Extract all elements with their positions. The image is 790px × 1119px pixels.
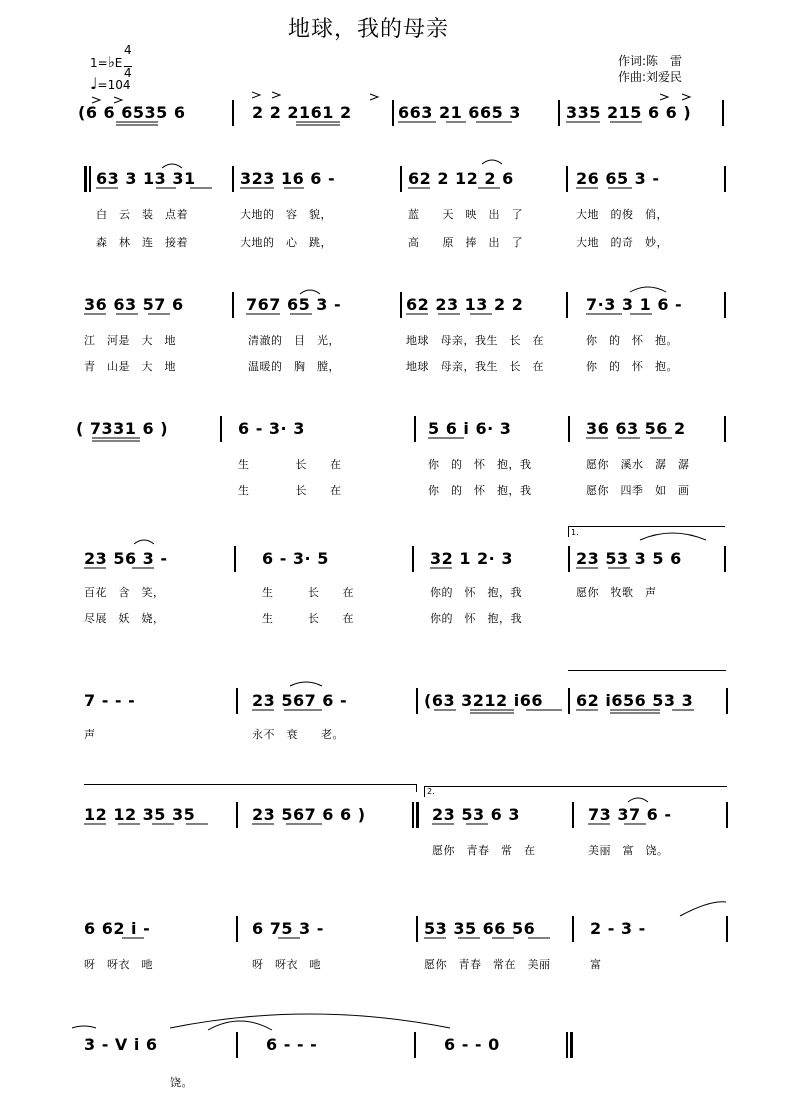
slur [482, 160, 502, 164]
lyric: 生 长 在 [262, 586, 354, 599]
lyric: 尽展 妖 娆， [84, 612, 165, 625]
slur [134, 540, 154, 544]
lyric: 大地 的俊 俏， [576, 208, 668, 221]
measure: 323 16 6 - [240, 169, 336, 188]
measure: 6 75 3 - [252, 919, 324, 938]
lyric: 呀 呀衣 吔 [252, 958, 321, 971]
measure: 767 65 3 - [246, 295, 342, 314]
lyric: 你 的 怀 抱，我 [428, 484, 532, 497]
lyric: 你 的 怀 抱。 [586, 334, 678, 347]
lyric: 愿你 溪水 潺 潺 [586, 458, 690, 471]
lyric: 美丽 富 饶。 [588, 844, 669, 857]
slur [630, 287, 666, 292]
accent-mark [114, 97, 122, 103]
accent-mark [252, 92, 260, 98]
measure: 62 i656 53 3 [576, 691, 694, 710]
measure: 6 - 3· 5 [262, 549, 329, 568]
measure: 3 - V i 6 [84, 1035, 158, 1054]
measure: 23 56 3 - [84, 549, 168, 568]
lyric: 富 [590, 958, 602, 971]
time-signature-bottom: 4 [124, 66, 132, 80]
beam [92, 438, 140, 441]
lyricist-credit: 作词:陈 雷 [618, 54, 683, 68]
lyric: 大地的 心 跳， [240, 236, 332, 249]
lyric: 百花 含 笑， [84, 586, 165, 599]
measure: 6 62 i - [84, 919, 151, 938]
lyric: 生 长 在 [238, 458, 342, 471]
measure: 663 21 665 3 [398, 103, 521, 122]
slur [300, 290, 320, 294]
measure: 23 53 6 3 [432, 805, 521, 824]
accent-mark [370, 94, 378, 100]
accent-mark [660, 94, 668, 100]
measure: 12 12 35 35 [84, 805, 196, 824]
slur [680, 902, 726, 916]
measure: 6 - - 0 [444, 1035, 500, 1054]
measure: 36 63 56 2 [586, 419, 686, 438]
lyric: 你的 怀 抱，我 [430, 586, 522, 599]
volta-label: 1. [571, 528, 579, 537]
composer-credit: 作曲:刘爱民 [618, 70, 683, 84]
volta-label: 2. [427, 787, 435, 796]
slur [208, 1021, 272, 1030]
slur [72, 1026, 96, 1028]
slur [170, 1014, 450, 1028]
lyric: 生 长 在 [238, 484, 342, 497]
time-signature-top: 4 [124, 43, 132, 57]
slur [290, 682, 322, 686]
lyric: 声 [84, 728, 96, 741]
measure: 7·3 3 1 6 - [586, 295, 683, 314]
key-prefix: 1= [90, 56, 108, 70]
lyric: 饶。 [170, 1076, 193, 1089]
measure: 23 567 6 - [252, 691, 348, 710]
measure: 2 2 2161 2 [252, 103, 352, 122]
lyric: 地球 母亲，我生 长 在 [406, 334, 544, 347]
lyric: 森 林 连 接着 [96, 236, 188, 249]
lyric: 愿你 四季 如 画 [586, 484, 690, 497]
beam [576, 710, 694, 713]
measure: 53 35 66 56 [424, 919, 536, 938]
measure: 26 65 3 - [576, 169, 660, 188]
beam [296, 122, 340, 125]
lyric: 永不 衰 老。 [252, 728, 344, 741]
lyric: 愿你 青春 常 在 [432, 844, 536, 857]
lyric: 白 云 装 点着 [96, 208, 188, 221]
measure: 5 6 i 6· 3 [428, 419, 512, 438]
measure: 63 3 13 31 [96, 169, 196, 188]
beam [434, 710, 562, 713]
measure: ( 7331 6 ) [76, 419, 168, 438]
lyric: 你 的 怀 抱，我 [428, 458, 532, 471]
measure: 23 53 3 5 6 [576, 549, 682, 568]
lyric: 青 山是 大 地 [84, 360, 176, 373]
lyric: 愿你 青春 常在 美丽 [424, 958, 551, 971]
measure: 2 - 3 - [590, 919, 646, 938]
accent-mark [272, 92, 280, 98]
measure: 32 1 2· 3 [430, 549, 513, 568]
song-title: 地球，我的母亲 [288, 17, 450, 42]
lyric: 大地 的奇 妙， [576, 236, 668, 249]
lyric: 清澈的 目 光， [248, 334, 340, 347]
lyric: 温暖的 胸 膛， [248, 360, 340, 373]
slur [628, 798, 648, 802]
quarter-note-icon: ♩ [90, 74, 98, 93]
measure: 62 2 12 2 6 [408, 169, 514, 188]
lyric: 你的 怀 抱，我 [430, 612, 522, 625]
lyric: 大地的 容 貌， [240, 208, 332, 221]
lyric: 蓝 天 映 出 了 [408, 208, 523, 221]
measure: (63 3212 i66 [424, 691, 543, 710]
lyric: 呀 呀衣 吔 [84, 958, 153, 971]
lyric: 愿你 牧歌 声 [576, 586, 657, 599]
measure: 36 63 57 6 [84, 295, 184, 314]
measure: 335 215 6 6 ) [566, 103, 692, 122]
measure: 23 567 6 6 ) [252, 805, 366, 824]
slur [162, 164, 182, 168]
beam [116, 122, 158, 125]
accent-mark [682, 94, 690, 100]
accent-mark [92, 97, 100, 103]
lyric: 地球 母亲，我生 长 在 [406, 360, 544, 373]
slur [640, 533, 706, 540]
measure: 6 - 3· 3 [238, 419, 305, 438]
key-letter: E [114, 56, 123, 70]
measure: 62 23 13 2 2 [406, 295, 524, 314]
measure: 7 - - - [84, 691, 136, 710]
measure: (6 6 6535 6 [78, 103, 186, 122]
flat-icon: ♭ [107, 53, 115, 71]
measure: 73 37 6 - [588, 805, 672, 824]
measure: 6 - - - [266, 1035, 318, 1054]
lyric: 生 长 在 [262, 612, 354, 625]
lyric: 你 的 怀 抱。 [586, 360, 678, 373]
tempo-value: =104 [97, 78, 131, 92]
lyric: 江 河是 大 地 [84, 334, 176, 347]
lyric: 高 原 捧 出 了 [408, 236, 523, 249]
